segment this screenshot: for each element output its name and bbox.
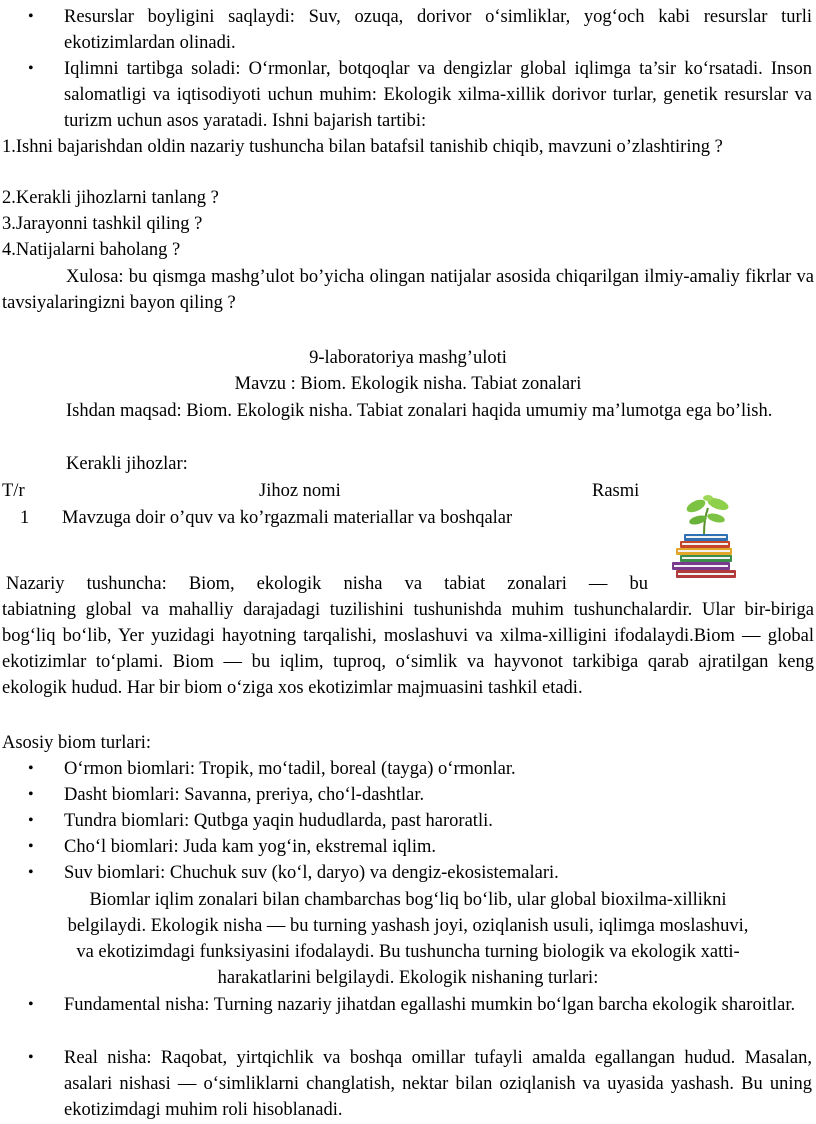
biome-bullet-steppe: • Dasht biomlari: Savanna, preriya, cho‘l-dashtlar. (0, 782, 814, 808)
biome-bullet-forest: • O‘rmon biomlari: Tropik, mo‘tadil, boreal (tayga) o‘rmonlar. (0, 756, 814, 782)
theory-first-line: Nazariy tushuncha: Biom, ekologik nisha va tabiat zonalari — bu (6, 574, 648, 594)
step-3: 3.Jarayonni tashkil qiling ? (2, 214, 203, 234)
niche-bullet-real: • Real nisha: Raqobat, yirtqichlik va boshqa omillar tufayli amalda egallangan hudud. Masalan, asalari nishasi — o‘simliklarni changlatish, nektar bilan oziqlanish va uyasida yashash. Bu uning ekotizimdagi muhim roli hisoblanadi. (0, 1045, 814, 1123)
sprout-icon (685, 495, 730, 534)
biome-bullet-water: • Suv biomlari: Chuchuk suv (ko‘l, daryo) va dengiz-ekosistemalari. (0, 860, 814, 886)
conclusion-paragraph: Xulosa: bu qismga mashg’ulot bo’yicha olingan natijalar asosida chiqarilgan ilmiy-amaliy fikrlar va tavsiyalaringizni bayon qiling ? (2, 267, 814, 313)
step-2: 2.Kerakli jihozlarni tanlang ? (2, 188, 219, 208)
bullet-climate: • Iqlimni tartibga soladi: O‘rmonlar, botqoqlar va dengizlar global iqlimga ta’sir ko‘rsatadi. Inson salomatligi va iqtisodiyoti uchun muhim: Ekologik xilma-xillik dorivor turlar, genetik resurslar va turizm uchun asos yaratadi. Ishni bajarish tartibi: (0, 56, 814, 134)
books-plant-image (662, 494, 746, 580)
niche-line-3: va ekotizimdagi funksiyasini ifodalaydi. Bu tushuncha turning biologik va ekologik xatti- (76, 942, 740, 962)
niche-line-2: belgilaydi. Ekologik nisha — bu turning yashash joyi, oziqlanish usuli, iqlimga moslashuvi, (67, 916, 749, 936)
niche-line-4: harakatlarini belgilaydi. Ekologik nishaning turlari: (217, 968, 599, 988)
step-1: 1.Ishni bajarishdan oldin nazariy tushuncha bilan batafsil tanishib chiqib, mavzuni o’zlashtiring ? (2, 137, 723, 157)
theory-paragraph: tabiatning global va mahalliy darajadagi tuzilishini tushunishda muhim tushunchalardir. Ular bir-biriga bog‘liq bo‘lib, Yer yuzidagi hayotning tarqalishi, moslashuvi va xilma-xilligini ifodalaydi.Biom — global ekotizimlar to‘plami. Biom — bu iqlim, tuproq, o‘simlik va hayvonot tarkibiga qarab ajratilgan keng ekologik hudud. Har bir biom o‘ziga xos ekotizimlar majmuasini tashkil etadi. (2, 600, 814, 698)
bullet-resources: • Resurslar boyligini saqlaydi: Suv, ozuqa, dorivor o‘simliklar, yog‘och kabi resurslar turli ekotizimlardan olinadi. (0, 4, 814, 56)
biome-bullet-tundra: • Tundra biomlari: Qutbga yaqin hududlarda, past haroratli. (0, 808, 814, 834)
table-header-image: Rasmi (592, 481, 640, 501)
lab-title: 9-laboratoriya mashg’uloti (309, 348, 507, 368)
table-header-name: Jihoz nomi (259, 481, 341, 501)
table-row-name: Mavzuga doir o’quv va ko’rgazmali materiallar va boshqalar (62, 508, 513, 528)
biome-types-label: Asosiy biom turlari: (2, 733, 152, 753)
lab-topic: Mavzu : Biom. Ekologik nisha. Tabiat zonalari (234, 374, 582, 394)
table-header-num: T/r (2, 481, 25, 501)
biome-bullet-desert: • Cho‘l biomlari: Juda kam yog‘in, ekstremal iqlim. (0, 834, 814, 860)
lab-purpose: Ishdan maqsad: Biom. Ekologik nisha. Tabiat zonalari haqida umumiy ma’lumotga ega bo’lish. (66, 401, 773, 421)
book-stack-icon (672, 534, 736, 578)
niche-line-1: Biomlar iqlim zonalari bilan chambarchas bog‘liq bo‘lib, ular global bioxilma-xillikni (89, 890, 727, 910)
table-row-num: 1 (20, 508, 30, 528)
equipment-label: Kerakli jihozlar: (66, 454, 188, 474)
niche-bullet-fundamental: • Fundamental nisha: Turning nazariy jihatdan egallashi mumkin bo‘lgan barcha ekologik sharoitlar. (0, 992, 814, 1018)
step-4: 4.Natijalarni baholang ? (2, 240, 181, 260)
